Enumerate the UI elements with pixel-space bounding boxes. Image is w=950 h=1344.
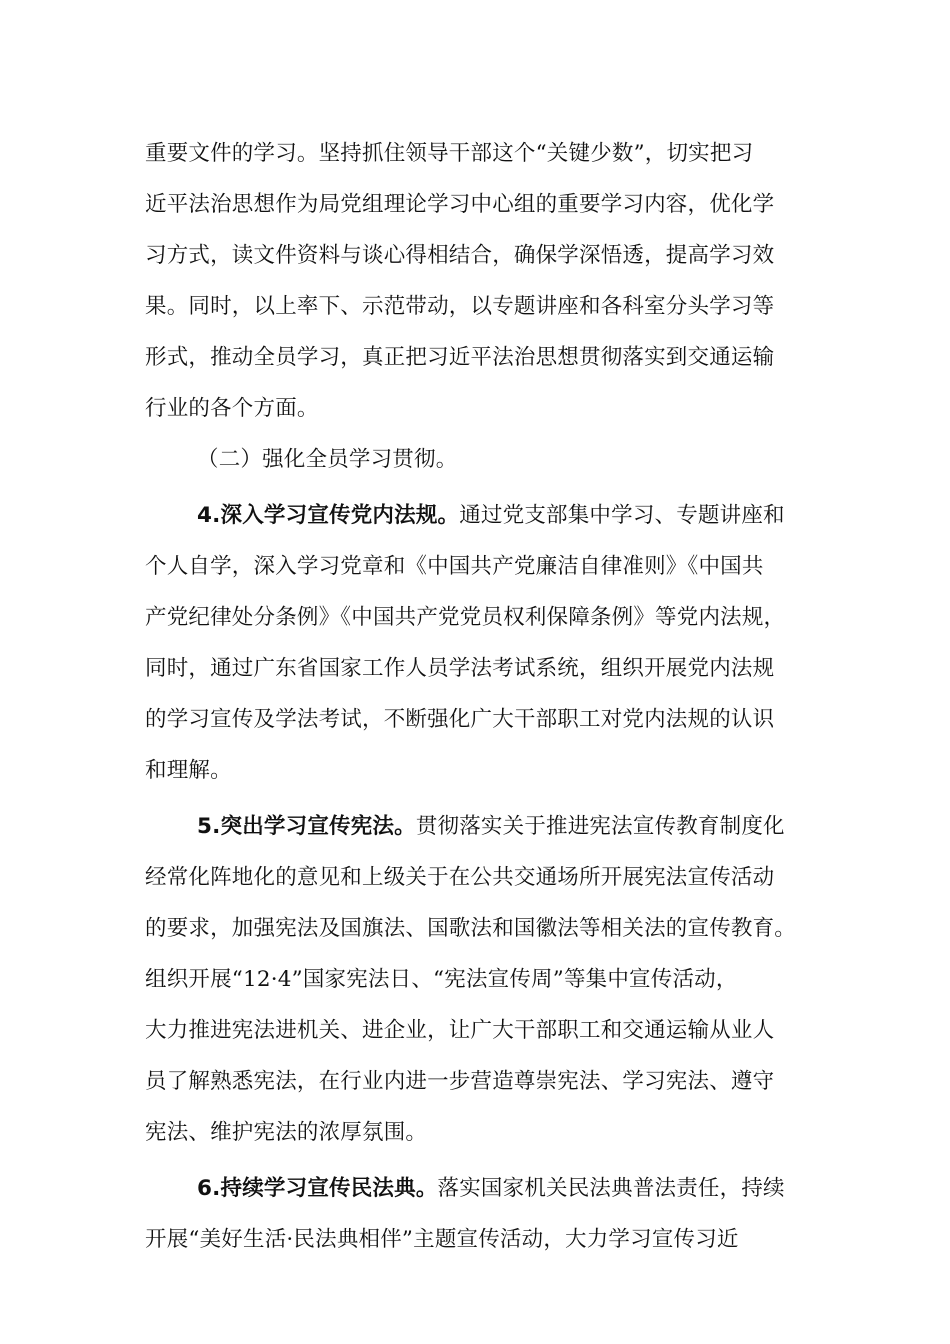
text-line: 的要求，加强宪法及国旗法、国歌法和国徽法等相关法的宣传教育。: [145, 916, 797, 941]
item-5-title: 5.突出学习宣传宪法。: [197, 814, 416, 839]
item-6-first-line: [145, 1163, 810, 1214]
text-line: 个人自学，深入学习党章和《中国共产党廉洁自律准则》《中国共: [145, 554, 764, 579]
text-line: 行业的各个方面。: [145, 396, 319, 421]
text-line: 员了解熟悉宪法，在行业内进一步营造尊崇宪法、学习宪法、遵守: [145, 1069, 775, 1094]
text-line: 大力推进宪法进机关、进企业，让广大干部职工和交通运输从业人: [145, 1018, 775, 1043]
text-line: 近平法治思想作为局党组理论学习中心组的重要学习内容，优化学: [145, 192, 775, 217]
text-line: 产党纪律处分条例》《中国共产党党员权利保障条例》等党内法规，: [145, 605, 786, 630]
text-line: 重要文件的学习。坚持抓住领导干部这个“关键少数”，切实把习: [145, 141, 754, 166]
item-6-paragraph: [145, 1163, 810, 1265]
item-4-first-line: [145, 490, 810, 541]
text-line: 宪法、维护宪法的浓厚氛围。: [145, 1120, 428, 1145]
section-heading: （二）强化全员学习贯彻。: [197, 447, 458, 472]
item-4-title: 4.深入学习宣传党内法规。: [197, 503, 460, 528]
paragraph-1: [145, 128, 810, 434]
text-line: 果。同时，以上率下、示范带动，以专题讲座和各科室分头学习等: [145, 294, 775, 319]
text-line: 经常化阵地化的意见和上级关于在公共交通场所开展宪法宣传活动: [145, 865, 775, 890]
item-5-first-line-text: 贯彻落实关于推进宪法宣传教育制度化: [415, 814, 785, 839]
text-line: 开展“美好生活·民法典相伴”主题宣传活动，大力学习宣传习近: [145, 1227, 739, 1252]
text-line: 同时，通过广东省国家工作人员学法考试系统，组织开展党内法规: [145, 656, 775, 681]
item-6-title: 6.持续学习宣传民法典。: [197, 1176, 438, 1201]
item-4-first-line-text: 通过党支部集中学习、专题讲座和: [459, 503, 785, 528]
text-line: 的学习宣传及学法考试，不断强化广大干部职工对党内法规的认识: [145, 707, 775, 732]
item-6-first-line-text: 落实国家机关民法典普法责任，持续: [437, 1176, 785, 1201]
item-5-paragraph: [145, 801, 810, 1158]
item-4-paragraph: [145, 490, 810, 796]
text-line: 和理解。: [145, 758, 232, 783]
text-line: 组织开展“12·4”国家宪法日、“宪法宣传周”等集中宣传活动，: [145, 967, 738, 992]
document-body: [145, 128, 810, 1265]
text-line: 习方式，读文件资料与谈心得相结合，确保学深悟透，提高学习效: [145, 243, 775, 268]
item-5-first-line: [145, 801, 810, 852]
text-line: 形式，推动全员学习，真正把习近平法治思想贯彻落实到交通运输: [145, 345, 775, 370]
